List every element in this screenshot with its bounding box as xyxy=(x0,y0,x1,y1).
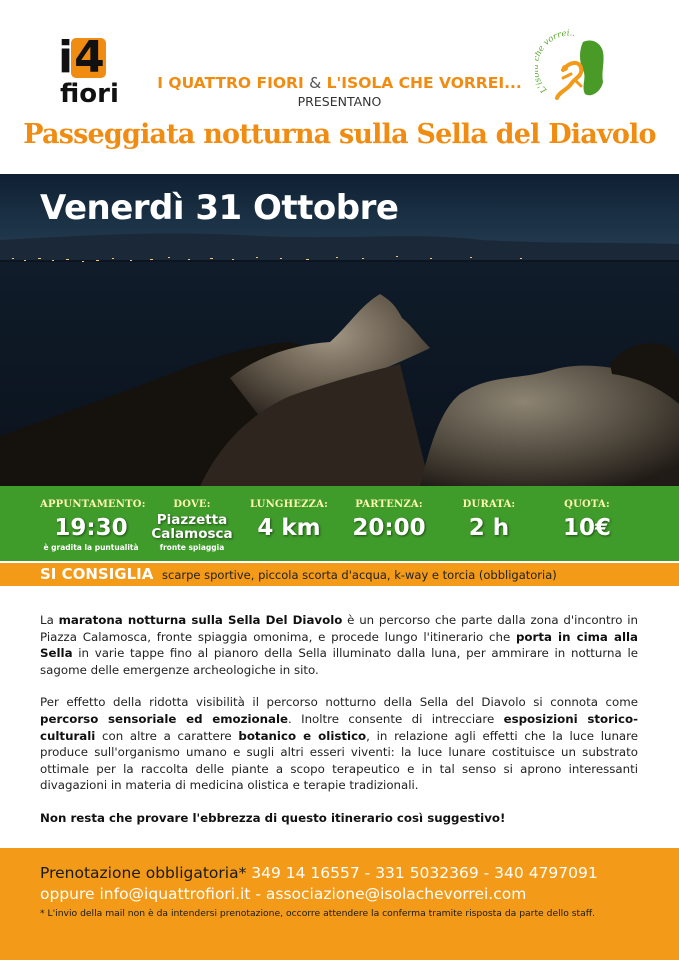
info-value: 10€ xyxy=(562,515,611,541)
info-partenza xyxy=(340,486,438,561)
info-quota xyxy=(540,486,634,561)
consiglia-text: scarpe sportive, piccola scorta d'acqua, k-way e torcia (obbligatoria) xyxy=(162,568,557,582)
info-label: LUNGHEZZA: xyxy=(249,499,328,510)
bold-text: maratona notturna sulla Sella Del Diavolo xyxy=(58,613,343,627)
closing-line: Non resta che provare l'ebbrezza di questo itinerario così suggestivo! xyxy=(40,810,506,825)
info-note: è gradita la puntualità xyxy=(43,543,139,552)
presentano-label: PRESENTANO xyxy=(297,94,382,109)
info-lunghezza xyxy=(242,486,336,561)
info-value xyxy=(146,513,238,541)
logo-i: i xyxy=(58,32,72,83)
consiglia-label: SI CONSIGLIA xyxy=(40,565,154,583)
event-info-band xyxy=(0,486,679,561)
info-value-line1: Piazzetta xyxy=(156,512,228,528)
text-run: Per effetto della ridotta visibilità il percorso notturno della Sella del Diavolo si connota come xyxy=(40,695,638,710)
info-note: fronte spiaggia xyxy=(159,543,225,552)
info-label: DURATA: xyxy=(462,499,516,510)
paragraph-3 xyxy=(40,810,638,827)
info-dove xyxy=(146,486,238,561)
bold-text: porta in cima alla Sella xyxy=(40,629,638,661)
isola-logo-text: L'i e vorrei.. xyxy=(535,28,576,95)
event-date: Venerdì 31 Ottobre xyxy=(40,188,399,228)
event-title: Passeggiata notturna sulla Sella del Diavolo xyxy=(23,119,656,150)
isola-che-vorrei-logo xyxy=(535,28,615,108)
booking-phones: 349 14 16557 - 331 5032369 - 340 4797091 xyxy=(246,864,598,882)
night-photo-sella-del-diavolo xyxy=(0,174,679,486)
logo-four: 4 xyxy=(71,38,106,78)
booking-footnote: * L'invio della mail non è da intendersi prenotazione, occorre attendere la conferma tramite risposta da parte dello staff. xyxy=(40,908,596,919)
bold-text: percorso sensoriale ed emozionale xyxy=(40,711,289,726)
booking-footer xyxy=(0,848,679,960)
info-value: 19:30 xyxy=(54,515,128,541)
paragraph-2 xyxy=(40,694,638,794)
org-isola-che-vorrei: L'ISOLA CHE VORREI... xyxy=(326,74,522,92)
booking-line xyxy=(40,864,598,882)
info-value: 2 h xyxy=(468,515,510,541)
bold-text: esposizioni storico-culturali xyxy=(40,711,638,743)
text-run: è un percorso che parte dalla zona d'incontro in Piazza Calamosca, fronte spiaggia omonima, e procede lungo l'itinerario che xyxy=(40,613,639,644)
ampersand: & xyxy=(309,74,322,92)
bold-text: botanico e olistico xyxy=(238,728,367,743)
description-text xyxy=(40,612,638,843)
info-label: PARTENZA: xyxy=(355,499,423,510)
info-label: DOVE: xyxy=(173,499,211,510)
booking-emails: oppure info@iquattrofiori.it - associazione@isolachevorrei.com xyxy=(40,885,527,903)
consiglia-band xyxy=(0,563,679,586)
booking-label: Prenotazione obbligatoria* xyxy=(40,864,247,882)
text-run: . Inoltre consente di intrecciare xyxy=(288,711,504,726)
org-i-quattro-fiori: I QUATTRO FIORI xyxy=(157,74,304,92)
info-value: 4 km xyxy=(257,515,321,541)
info-label: APPUNTAMENTO: xyxy=(40,499,146,510)
poster-header xyxy=(0,0,679,174)
info-label: QUOTA: xyxy=(564,499,610,510)
text-run: in varie tappe fino al pianoro della Sella illuminato dalla luna, per ammirare in notturna le sagome delle emergenze archeologiche in sito. xyxy=(40,646,638,677)
paragraph-1 xyxy=(40,612,638,678)
info-value: 20:00 xyxy=(352,515,426,541)
info-durata xyxy=(442,486,536,561)
text-run: , in relazione agli effetti che la luce lunare produce sull'organismo umano e sugli altri esseri viventi: la luce lunare costituisce un substrato ottimale per la raccolta delle piante a scopo terapeutico e in tal senso si aprono interessanti divagazioni in materia di medicina olistica e terapie tradizionali. xyxy=(40,728,638,793)
text-run: La xyxy=(40,613,59,627)
logo-fiori-text: fiori xyxy=(60,79,119,109)
info-appuntamento xyxy=(40,486,146,561)
info-value-line2: Calamosca xyxy=(151,526,233,542)
text-run: con altre a carattere xyxy=(95,728,239,743)
